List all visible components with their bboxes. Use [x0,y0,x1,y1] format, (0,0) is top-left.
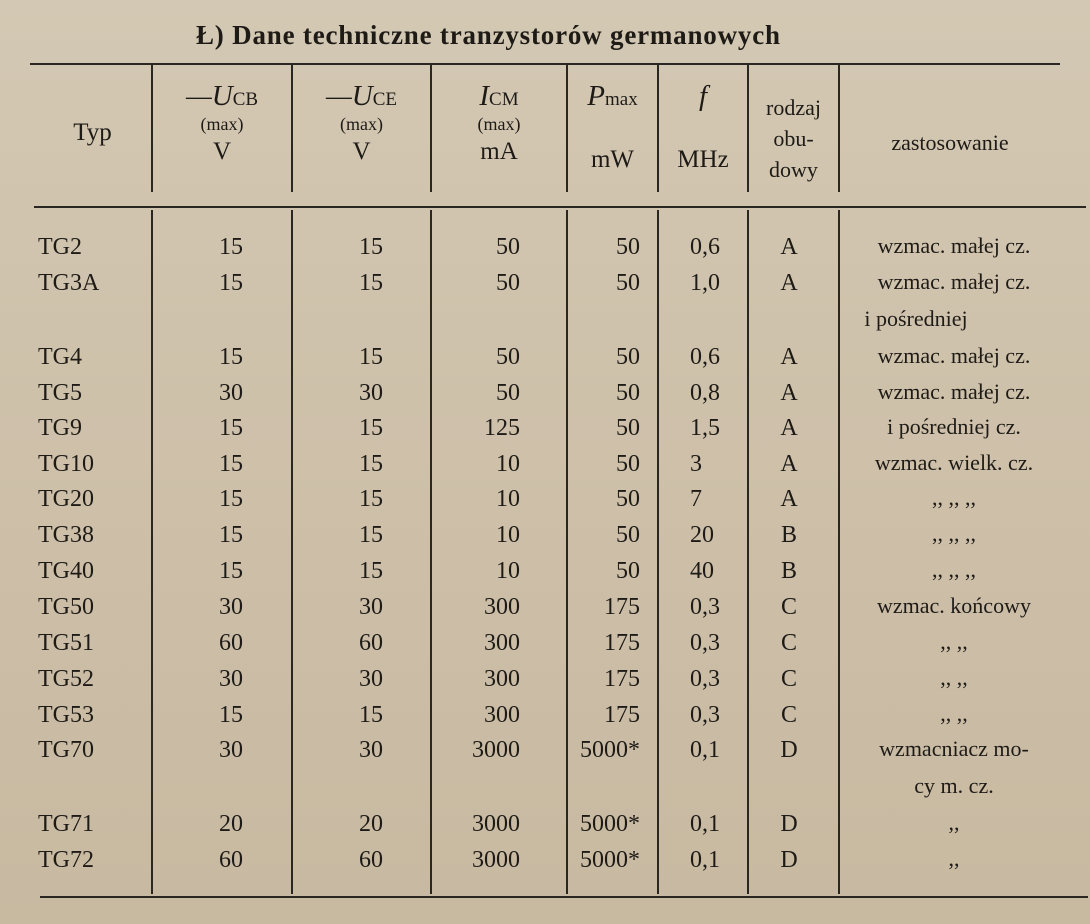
cell-icm: 3000 [472,847,520,873]
cell-pmax: 175 [604,630,640,656]
header-rodzaj: rodzaj obu- dowy [766,95,821,182]
cell-rodzaj: B [780,558,797,584]
cell-pmax: 5000* [580,811,640,837]
cell-zast: wzmacniacz mo- [879,736,1029,761]
cell-ucb: 15 [219,270,243,296]
cell-zast: ,, ,, [940,629,968,654]
cell-typ: TG4 [38,344,82,370]
cell-uce: 30 [359,380,383,406]
cell-pmax: 175 [604,666,640,692]
cell-icm: 50 [496,270,520,296]
header-ucb: —UCB (max) V [185,80,259,165]
cell-ucb: 30 [219,666,243,692]
cell-rodzaj: A [780,270,798,296]
cell-ucb: 15 [219,486,243,512]
cell-rodzaj: B [780,522,797,548]
header-pmax: Pmax mW [587,80,638,173]
cell-zast: wzmac. małej cz. [877,269,1031,294]
cell-typ: TG9 [38,415,82,441]
column-divider [747,210,749,894]
cell-pmax: 50 [616,451,640,477]
cell-icm: 10 [496,558,520,584]
cell-f: 0,6 [690,234,720,260]
cell-uce: 15 [359,558,383,584]
cell-zast: wzmac. małej cz. [877,233,1031,258]
cell-typ: TG40 [38,558,94,584]
cell-rodzaj: D [780,737,798,763]
cell-typ: TG38 [38,522,94,548]
cell-zast: ,, [948,846,960,871]
cell-icm: 50 [496,344,520,370]
cell-f: 0,1 [690,737,720,763]
header-typ: Typ [73,119,112,146]
cell-pmax: 50 [616,558,640,584]
table-title: Ł) Dane techniczne tranzystorów germanowych [196,20,781,50]
cell-ucb: 15 [219,558,243,584]
cell-rodzaj: A [780,486,798,512]
cell-ucb: 60 [219,847,243,873]
cell-typ: TG50 [38,594,94,620]
cell-icm: 300 [484,666,520,692]
cell-f: 0,3 [690,630,720,656]
cell-uce: 15 [359,234,383,260]
cell-f: 1,0 [690,270,720,296]
column-divider [657,210,659,894]
cell-rodzaj: C [780,702,797,728]
cell-typ: TG3A [38,270,100,296]
cell-zast: ,, ,, ,, [932,521,976,546]
cell-ucb: 30 [219,594,243,620]
cell-typ: TG53 [38,702,94,728]
cell-ucb: 60 [219,630,243,656]
cell-zast: ,, ,, [940,701,968,726]
cell-f: 7 [690,486,702,512]
cell-ucb: 15 [219,702,243,728]
cell-pmax: 50 [616,270,640,296]
cell-pmax: 5000* [580,847,640,873]
cell-rodzaj: A [780,344,798,370]
header-uce: —UCE (max) V [325,80,397,165]
cell-uce: 30 [359,594,383,620]
cell-f: 1,5 [690,415,720,441]
cell-ucb: 15 [219,234,243,260]
column-divider [838,210,840,894]
header-icm: ICM (max) mA [477,80,521,165]
cell-f: 0,8 [690,380,720,406]
cell-typ: TG2 [38,234,82,260]
cell-typ: TG71 [38,811,94,837]
cell-uce: 30 [359,737,383,763]
cell-f: 40 [690,558,714,584]
cell-f: 0,1 [690,811,720,837]
cell-icm: 50 [496,380,520,406]
cell-icm: 300 [484,702,520,728]
cell-pmax: 50 [616,234,640,260]
cell-uce: 15 [359,451,383,477]
cell-icm: 300 [484,630,520,656]
cell-zast: ,, ,, [940,665,968,690]
cell-zast: ,, ,, ,, [932,557,976,582]
cell-ucb: 30 [219,737,243,763]
cell-f: 0,3 [690,702,720,728]
cell-rodzaj: A [780,380,798,406]
cell-icm: 10 [496,486,520,512]
cell-uce: 15 [359,415,383,441]
cell-icm: 10 [496,451,520,477]
cell-icm: 125 [484,415,520,441]
cell-typ: TG20 [38,486,94,512]
header-bottom-rule [34,206,1086,208]
cell-rodzaj: D [780,811,798,837]
cell-uce: 60 [359,847,383,873]
cell-icm: 50 [496,234,520,260]
cell-f: 0,3 [690,594,720,620]
column-divider [151,210,153,894]
cell-typ: TG72 [38,847,94,873]
cell-pmax: 50 [616,380,640,406]
cell-ucb: 15 [219,415,243,441]
cell-ucb: 15 [219,522,243,548]
cell-zast: wzmac. wielk. cz. [874,450,1034,475]
table-top-rule [30,63,1060,65]
cell-uce: 15 [359,522,383,548]
cell-pmax: 50 [616,522,640,548]
header-f: f MHz [677,80,729,173]
cell-uce: 15 [359,486,383,512]
cell-typ: TG52 [38,666,94,692]
cell-f: 0,6 [690,344,720,370]
table-bottom-rule [40,896,1088,898]
cell-typ: TG10 [38,451,94,477]
cell-rodzaj: A [780,451,798,477]
cell-uce: 20 [359,811,383,837]
cell-uce: 60 [359,630,383,656]
cell-zast: ,, ,, ,, [932,485,976,510]
cell-uce: 15 [359,270,383,296]
cell-ucb: 20 [219,811,243,837]
cell-zast: wzmac. małej cz. [877,379,1031,404]
cell-icm: 300 [484,594,520,620]
column-divider [838,64,840,192]
cell-pmax: 50 [616,486,640,512]
cell-pmax: 5000* [580,737,640,763]
cell-zast: wzmac. końcowy [877,593,1031,618]
cell-rodzaj: A [780,234,798,260]
cell-rodzaj: A [780,415,798,441]
column-divider [566,210,568,894]
cell-icm: 10 [496,522,520,548]
cell-uce: 15 [359,344,383,370]
cell-zast-continued: i pośredniej [864,306,968,331]
cell-rodzaj: C [780,666,797,692]
cell-typ: TG70 [38,737,94,763]
cell-typ: TG51 [38,630,94,656]
cell-uce: 30 [359,666,383,692]
cell-pmax: 50 [616,415,640,441]
cell-rodzaj: C [780,594,797,620]
cell-uce: 15 [359,702,383,728]
column-divider [430,210,432,894]
cell-rodzaj: D [780,847,798,873]
cell-f: 20 [690,522,714,548]
cell-pmax: 175 [604,594,640,620]
column-divider [291,210,293,894]
header-zastosowanie: zastosowanie [891,130,1009,155]
cell-zast: i pośredniej cz. [887,414,1021,439]
cell-f: 0,1 [690,847,720,873]
cell-ucb: 15 [219,451,243,477]
cell-zast-continued: cy m. cz. [914,773,994,798]
cell-ucb: 15 [219,344,243,370]
cell-rodzaj: C [780,630,797,656]
cell-zast: ,, [948,810,960,835]
cell-f: 0,3 [690,666,720,692]
cell-icm: 3000 [472,737,520,763]
cell-icm: 3000 [472,811,520,837]
cell-ucb: 30 [219,380,243,406]
cell-pmax: 175 [604,702,640,728]
cell-zast: wzmac. małej cz. [877,343,1031,368]
cell-pmax: 50 [616,344,640,370]
cell-typ: TG5 [38,380,82,406]
cell-f: 3 [690,451,702,477]
